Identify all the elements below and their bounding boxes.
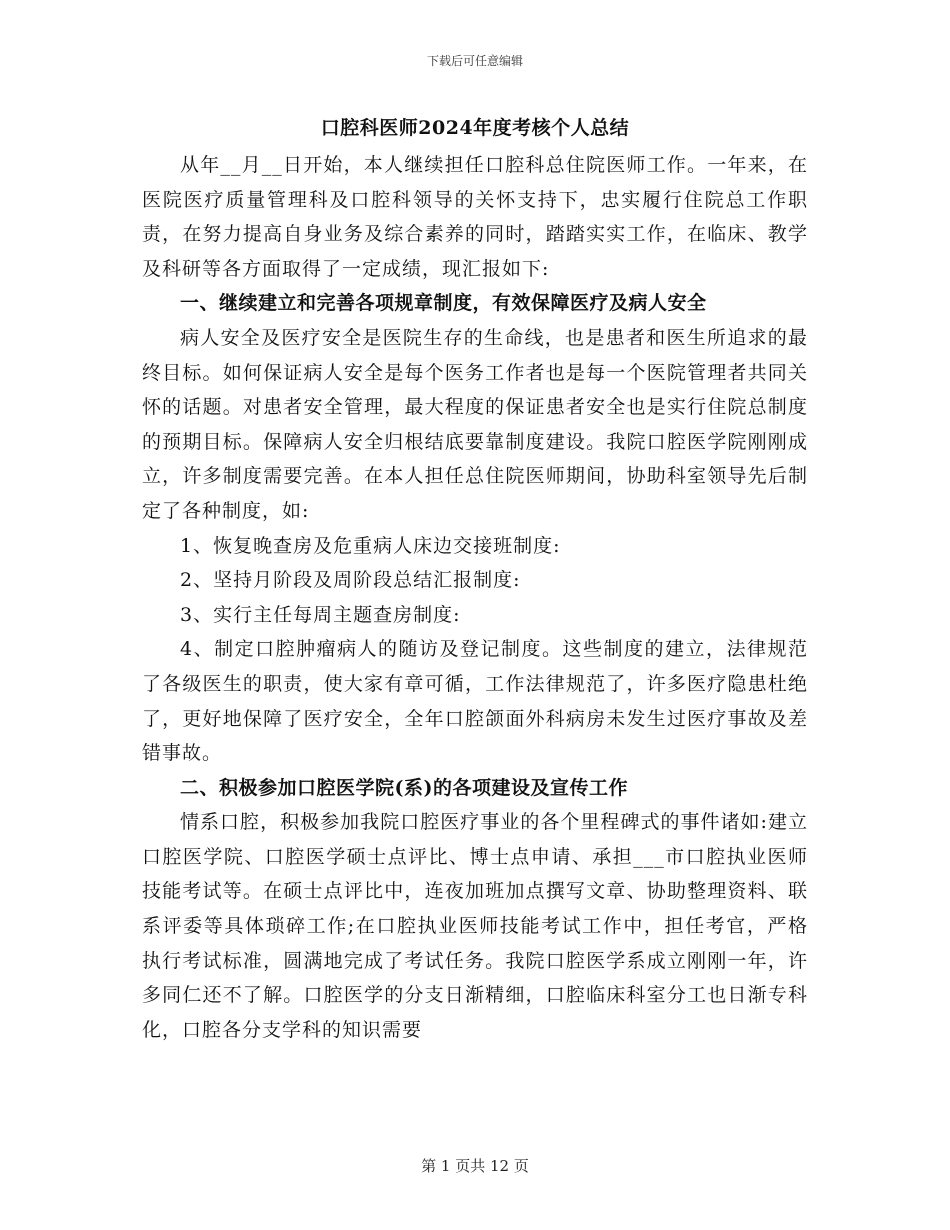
section-1-paragraph: 病人安全及医疗安全是医院生存的生命线，也是患者和医生所追求的最终目标。如何保证病人安全是每个医务工作者也是每一个医院管理者共同关怀的话题。对患者安全管理，最大程度的保证患者安全也是实行住院总制度的预期目标。保障病人安全归根结底要靠制度建设。我院口腔医学院刚刚成立，许多制度需要完善。在本人担任总住院医师期间，协助科室领导先后制定了各种制度，如: bbox=[142, 326, 808, 522]
page-number-footer: 第 1 页共 12 页 bbox=[421, 1157, 529, 1175]
section-heading-2: 二、积极参加口腔医学院(系)的各项建设及宣传工作 bbox=[180, 776, 628, 799]
list-item-1: 1、恢复晚查房及危重病人床边交接班制度: bbox=[180, 534, 561, 557]
document-title: 口腔科医师2024年度考核个人总结 bbox=[320, 117, 630, 139]
document-body bbox=[142, 108, 808, 1047]
list-item-4-paragraph: 4、制定口腔肿瘤病人的随访及登记制度。这些制度的建立，法律规范了各级医生的职责，使大家有章可循，工作法律规范了，许多医疗隐患杜绝了，更好地保障了医疗安全，全年口腔颌面外科病房未发生过医疗事故及差错事故。 bbox=[142, 638, 808, 765]
page-header-note: 下载后可任意编辑 bbox=[426, 54, 523, 68]
section-2-paragraph: 情系口腔，积极参加我院口腔医疗事业的各个里程碑式的事件诸如:建立口腔医学院、口腔医学硕士点评比、博士点申请、承担___市口腔执业医师技能考试等。在硕士点评比中，连夜加班加点撰写文章、协助整理资料、联系评委等具体琐碎工作;在口腔执业医师技能考试工作中，担任考官，严格执行考试标准，圆满地完成了考试任务。我院口腔医学系成立刚刚一年，许多同仁还不了解。口腔医学的分支日渐精细，口腔临床科室分工也日渐专科化，口腔各分支学科的知识需要 bbox=[142, 811, 808, 1041]
section-heading-1: 一、继续建立和完善各项规章制度，有效保障医疗及病人安全 bbox=[180, 292, 707, 315]
list-item-3: 3、实行主任每周主题查房制度: bbox=[180, 603, 461, 626]
list-item-2: 2、坚持月阶段及周阶段总结汇报制度: bbox=[180, 569, 521, 592]
intro-paragraph: 从年__月__日开始，本人继续担任口腔科总住院医师工作。一年来，在医院医疗质量管理科及口腔科领导的关怀支持下，忠实履行住院总工作职责，在努力提高自身业务及综合素养的同时，踏踏实实工作，在临床、教学及科研等各方面取得了一定成绩，现汇报如下: bbox=[142, 154, 808, 280]
